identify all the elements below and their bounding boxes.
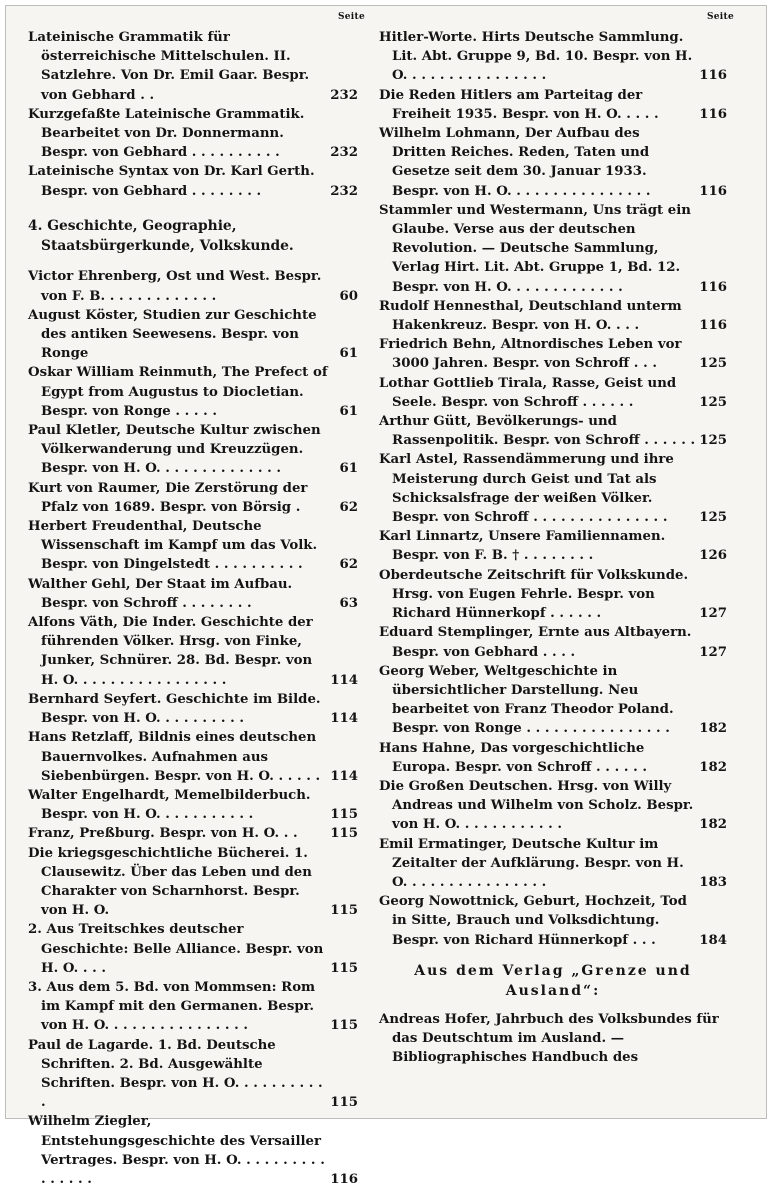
entry-page-number: 115 (330, 1018, 358, 1034)
index-entry (379, 374, 727, 412)
index-entry (28, 844, 358, 921)
entry-page-number: 116 (699, 106, 727, 122)
entry-text: 2. Aus Treitschkes deutscher Geschichte: Belle Alliance. Bespr. von H. O. . . . (28, 922, 324, 976)
index-entry (379, 835, 727, 893)
page-column-header-left: Seite (337, 12, 365, 22)
entry-text: Alfons Väth, Die Inder. Geschichte der führenden Völker. Hrsg. von Finke, Junker, Schnürer. 28. Bd. Bespr. von H. O. . . . . . . . . . . . . . . . . (28, 615, 313, 688)
entry-page-number: 62 (339, 499, 358, 515)
entry-page-number: 61 (339, 403, 358, 419)
publisher-heading: Aus dem Verlag „Grenze und Ausland“: (414, 962, 692, 999)
entry-text: August Köster, Studien zur Geschichte des antiken Seewesens. Bespr. von Ronge (28, 307, 317, 362)
entry-page-number: 116 (699, 68, 727, 84)
index-entry (28, 28, 358, 105)
entry-page-number: 116 (699, 183, 727, 199)
index-entry (28, 105, 358, 163)
index-entry (28, 690, 358, 728)
index-entry (379, 777, 727, 835)
index-entry (28, 613, 358, 690)
entry-page-number: 116 (330, 1171, 358, 1187)
entry-text: Georg Weber, Weltgeschichte in übersichtlicher Darstellung. Neu bearbeitet von Franz Theodor Poland. Bespr. von Ronge . . . . . . . . . . . . . . . . (379, 663, 674, 737)
index-page (5, 5, 767, 1187)
entry-page-number: 232 (330, 87, 358, 103)
index-entry (28, 421, 358, 479)
entry-text: Lothar Gottlieb Tirala, Rasse, Geist und Seele. Bespr. von Schroff . . . . . . (379, 375, 677, 410)
entry-text: 3. Aus dem 5. Bd. von Mommsen: Rom im Kampf mit den Germanen. Bespr. von H. O. . . . . . . . . . . . . . . . (28, 979, 316, 1034)
entry-page-number: 125 (699, 394, 727, 410)
index-entry (379, 892, 727, 950)
left-section-entries (28, 267, 358, 1189)
index-entry (28, 267, 358, 305)
entry-page-number: 125 (699, 433, 727, 449)
index-entry (379, 450, 727, 527)
index-entry (28, 1036, 358, 1113)
entry-text: Bernhard Seyfert. Geschichte im Bilde. Bespr. von H. O. . . . . . . . . . (28, 691, 321, 727)
index-entry (28, 978, 358, 1036)
index-entry (28, 306, 358, 364)
entry-text: Die Großen Deutschen. Hrsg. von Willy Andreas und Wilhelm von Scholz. Bespr. von H. O. . . . . . . . . . . . (379, 778, 694, 833)
entry-text: Paul de Lagarde. 1. Bd. Deutsche Schriften. 2. Bd. Ausgewählte Schriften. Bespr. von H. O. . . . . . . . . . . (28, 1037, 323, 1111)
entry-text: Oberdeutsche Zeitschrift für Volkskunde. Hrsg. von Eugen Fehrle. Bespr. von Richard Hünnerkopf . . . . . . (379, 567, 689, 622)
entry-text: Franz, Preßburg. Bespr. von H. O. . . (28, 826, 298, 842)
entry-text: Friedrich Behn, Altnordisches Leben vor 3000 Jahren. Bespr. von Schroff . . . (379, 337, 682, 372)
entry-text: Kurzgefaßte Lateinische Grammatik. Bearbeitet von Dr. Donnermann. Bespr. von Gebhard . . . . . . . . . . (28, 106, 305, 161)
entry-text: Karl Astel, Rassendämmerung und ihre Meisterung durch Geist und Tat als Schicksalsfrage der weißen Völker. Bespr. von Schroff . . . . . . . . . . . . . . . (379, 452, 674, 526)
entry-text: Wilhelm Ziegler, Entstehungsgeschichte des Versailler Vertrages. Bespr. von H. O. . . . . . . . . . . . . . . . (28, 1114, 325, 1187)
entry-text: Hans Hahne, Das vorgeschichtliche Europa. Bespr. von Schroff . . . . . . (379, 740, 647, 775)
entry-text: Walther Gehl, Der Staat im Aufbau. Bespr. von Schroff . . . . . . . . (28, 576, 293, 611)
publisher-entry: Andreas Hofer, Jahrbuch des Volksbundes für das Deutschtum im Ausland. — Bibliographisches Handbuch des (379, 1011, 719, 1066)
index-entry (379, 412, 727, 450)
page-column-header-right: Seite (706, 12, 734, 22)
left-column (28, 12, 365, 1189)
index-entry (379, 739, 727, 777)
index-entry (379, 662, 727, 739)
entry-text: Lateinische Grammatik für österreichische Mittelschulen. II. Satzlehre. Von Dr. Emil Gaar. Bespr. von Gebhard . . (28, 30, 310, 103)
entry-page-number: 114 (330, 672, 358, 688)
index-entry (379, 86, 727, 124)
entry-page-number: 183 (699, 874, 727, 890)
right-column (379, 12, 734, 1067)
entry-text: Herbert Freudenthal, Deutsche Wissenschaft im Kampf um das Volk. Bespr. von Dingelstedt . . . . . . . . . . (28, 519, 318, 573)
entry-page-number: 114 (330, 711, 358, 727)
entry-page-number: 115 (330, 826, 358, 842)
entry-page-number: 125 (699, 510, 727, 526)
entry-page-number: 115 (330, 1095, 358, 1111)
index-entry (28, 786, 358, 824)
entry-text: Rudolf Hennesthal, Deutschland unterm Hakenkreuz. Bespr. von H. O. . . . (379, 298, 682, 334)
entry-page-number: 61 (339, 461, 358, 477)
entry-page-number: 115 (330, 807, 358, 823)
entry-text: Stammler und Westermann, Uns trägt ein Glaube. Verse aus der deutschen Revolution. — Deutsche Sammlung, Verlag Hirt. Lit. Abt. Gruppe 1, Bd. 12. Bespr. von H. O. . . . . . . . . . . . . (379, 202, 691, 295)
index-entry (379, 124, 727, 201)
entry-text: Hitler-Worte. Hirts Deutsche Sammlung. Lit. Abt. Gruppe 9, Bd. 10. Bespr. von H. O. . . . . . . . . . . . . . . . (379, 30, 693, 84)
entry-page-number: 127 (699, 644, 727, 660)
entry-page-number: 116 (699, 279, 727, 295)
right-entries (379, 28, 727, 950)
entry-page-number: 125 (699, 356, 727, 372)
entry-text: Victor Ehrenberg, Ost und West. Bespr. von F. B. . . . . . . . . . . . . (28, 269, 322, 304)
entry-page-number: 232 (330, 145, 358, 161)
index-entry (28, 824, 358, 843)
entry-page-number: 116 (699, 318, 727, 334)
index-entry (379, 201, 727, 297)
index-entry (28, 575, 358, 613)
entry-page-number: 115 (330, 903, 358, 919)
index-entry (379, 335, 727, 373)
entry-page-number: 63 (339, 595, 358, 611)
entry-page-number: 126 (699, 548, 727, 564)
entry-text: Eduard Stemplinger, Ernte aus Altbayern. Bespr. von Gebhard . . . . (379, 625, 692, 660)
entry-page-number: 61 (339, 346, 358, 362)
index-entry (28, 162, 358, 200)
entry-page-number: 114 (330, 768, 358, 784)
entry-text: Lateinische Syntax von Dr. Karl Gerth. Bespr. von Gebhard . . . . . . . . (28, 164, 315, 199)
index-entry (379, 527, 727, 565)
index-entry (379, 566, 727, 624)
entry-page-number: 232 (330, 183, 358, 199)
section-heading: 4. Geschichte, Geographie, Staatsbürgerkunde, Volkskunde. (28, 217, 294, 254)
entry-text: Kurt von Raumer, Die Zerstörung der Pfalz von 1689. Bespr. von Börsig . (28, 480, 308, 515)
index-entry (28, 1112, 358, 1189)
entry-text: Arthur Gütt, Bevölkerungs- und Rassenpolitik. Bespr. von Schroff . . . . . . (379, 414, 696, 449)
entry-text: Paul Kletler, Deutsche Kultur zwischen Völkerwanderung und Kreuzzügen. Bespr. von H. O. . . . . . . . . . . . . . (28, 423, 321, 477)
entry-text: Georg Nowottnick, Geburt, Hochzeit, Tod in Sitte, Brauch und Volksdichtung. Bespr. von Richard Hünnerkopf . . . (379, 894, 687, 948)
entry-page-number: 184 (699, 932, 727, 948)
entry-page-number: 115 (330, 960, 358, 976)
entry-page-number: 182 (699, 721, 727, 737)
entry-text: Wilhelm Lohmann, Der Aufbau des Dritten Reiches. Reden, Taten und Gesetze seit dem 30. Januar 1933. Bespr. von H. O. . . . . . . . . . . . . . . . (379, 126, 651, 199)
entry-text: Karl Linnartz, Unsere Familiennamen. Bespr. von F. B. † . . . . . . . . (379, 529, 666, 564)
entry-page-number: 60 (339, 288, 358, 304)
entry-page-number: 62 (339, 557, 358, 573)
entry-text: Walter Engelhardt, Memelbilderbuch. Bespr. von H. O. . . . . . . . . . . (28, 787, 311, 823)
entry-page-number: 182 (699, 759, 727, 775)
index-entry (28, 479, 358, 517)
entry-page-number: 182 (699, 817, 727, 833)
index-entry (379, 28, 727, 86)
index-entry (28, 728, 358, 786)
left-top-entries (28, 28, 358, 201)
entry-text: Hans Retzlaff, Bildnis eines deutschen Bauernvolkes. Aufnahmen aus Siebenbürgen. Bespr. von H. O. . . . . . (28, 730, 321, 784)
entry-text: Oskar William Reinmuth, The Prefect of Egypt from Augustus to Diocletian. Bespr. von Ronge . . . . . (28, 365, 328, 419)
index-entry (28, 920, 358, 978)
index-entry (28, 517, 358, 575)
index-entry (379, 297, 727, 335)
entry-text: Die Reden Hitlers am Parteitag der Freiheit 1935. Bespr. von H. O. . . . . (379, 87, 659, 122)
index-entry (28, 363, 358, 421)
entry-text: Die kriegsgeschichtliche Bücherei. 1. Clausewitz. Über das Leben und den Charakter von Scharnhorst. Bespr. von H. O. (28, 845, 312, 919)
entry-text: Emil Ermatinger, Deutsche Kultur im Zeitalter der Aufklärung. Bespr. von H. O. . . . . . . . . . . . . . . . (379, 836, 684, 890)
index-entry (379, 623, 727, 661)
entry-page-number: 127 (699, 606, 727, 622)
